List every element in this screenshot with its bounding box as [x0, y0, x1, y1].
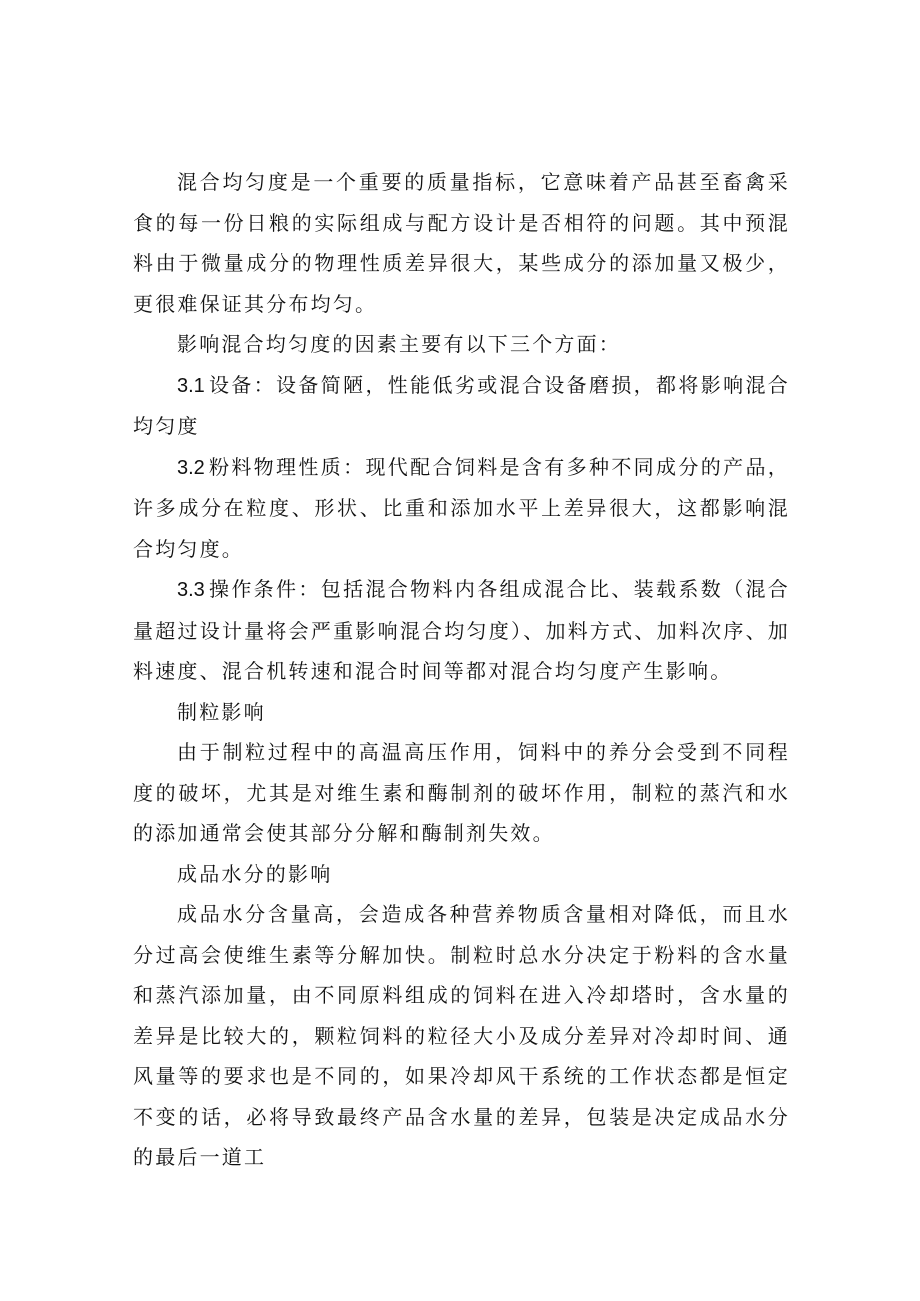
paragraph-moisture [133, 894, 790, 1178]
paragraph-factor-equipment [133, 365, 790, 447]
paragraph-text: 设备：设备简陋，性能低劣或混合设备磨损，都将影响混合均匀度 [133, 372, 790, 438]
paragraph-text: 成品水分含量高，会造成各种营养物质含量相对降低，而且水分过高会使维生素等分解加快。制粒时总水分决定于粉料的含水量和蒸汽添加量，由不同原料组成的饲料在进入冷却塔时，含水量的差异是比较大的，颗粒饲料的粒径大小及成分差异对冷却时间、通风量等的要求也是不同的，如果冷却风干系统的工作状态都是恒定不变的话，必将导致最终产品含水量的差异，包装是决定成品水分的最后一道工 [133, 902, 790, 1169]
section-number: 3.1 [177, 374, 205, 397]
paragraph-factors-intro [133, 324, 790, 365]
paragraph-text: 影响混合均匀度的因素主要有以下三个方面： [177, 332, 621, 356]
heading-text: 成品水分的影响 [177, 861, 333, 886]
paragraph-pelleting [133, 732, 790, 854]
paragraph-factor-powder-properties [133, 447, 790, 570]
section-number: 3.3 [177, 579, 205, 601]
section-number: 3.2 [177, 456, 205, 479]
paragraph-text: 粉料物理性质：现代配合饲料是含有多种不同成分的产品，许多成分在粒度、形状、比重和添加水平上差异很大，这都影响混合均匀度。 [133, 454, 790, 561]
heading-moisture-effect [133, 854, 790, 895]
heading-text: 制粒影响 [177, 699, 266, 724]
paragraph-text: 由于制粒过程中的高温高压作用，饲料中的养分会受到不同程度的破坏，尤其是对维生素和酶制剂的破坏作用，制粒的蒸汽和水的添加通常会使其部分分解和酶制剂失效。 [133, 740, 790, 845]
paragraph-mixing-uniformity [133, 162, 790, 324]
document-body [133, 162, 790, 1178]
paragraph-text: 混合均匀度是一个重要的质量指标，它意味着产品甚至畜禽采食的每一份日粮的实际组成与配方设计是否相符的问题。其中预混料由于微量成分的物理性质差异很大，某些成分的添加量又极少，更很难保证其分布均匀。 [133, 170, 790, 316]
paragraph-text: 操作条件：包括混合物料内各组成混合比、装载系数（混合量超过设计量将会严重影响混合均匀度）、加料方式、加料次序、加料速度、混合机转速和混合时间等都对混合均匀度产生影响。 [133, 577, 790, 683]
heading-pelleting-effect [133, 692, 790, 733]
paragraph-factor-operating-conditions [133, 569, 790, 692]
